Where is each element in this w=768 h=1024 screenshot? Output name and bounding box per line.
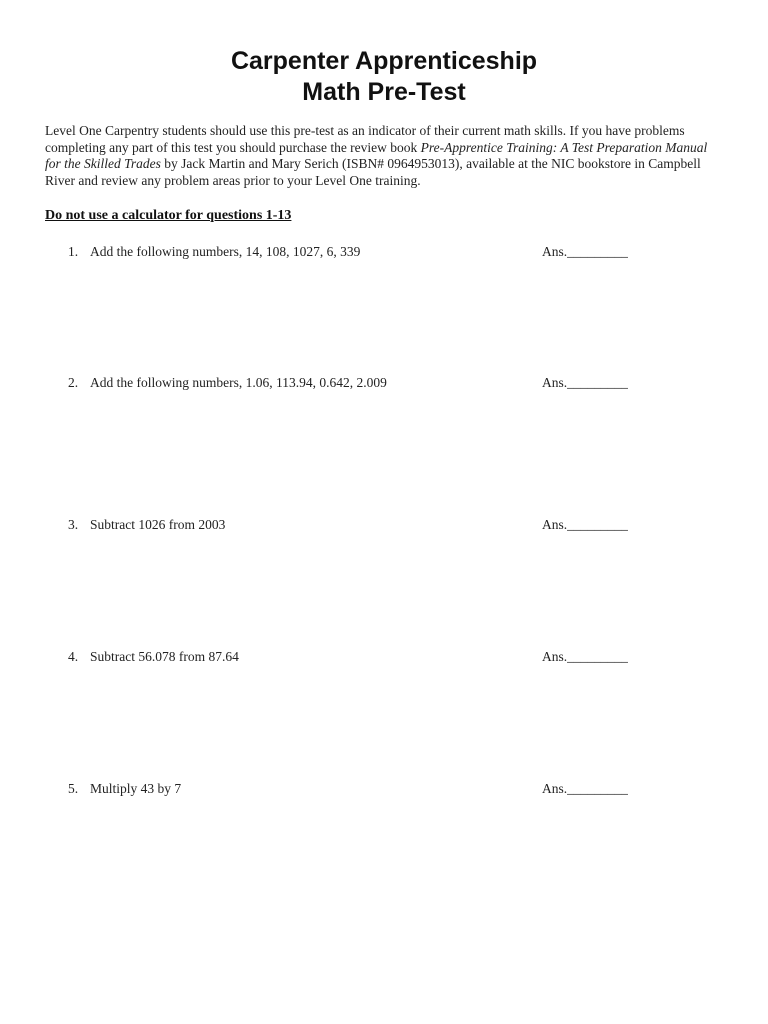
answer-blank[interactable]: Ans._________	[542, 781, 628, 796]
page-title: Carpenter Apprenticeship	[230, 47, 538, 75]
question-number: 3.	[68, 517, 79, 532]
calculator-instruction: Do not use a calculator for questions 1-13	[45, 208, 292, 223]
answer-blank[interactable]: Ans._________	[542, 244, 628, 259]
intro-text-end: by Jack Martin and Mary Serich (ISBN# 0964953013), available at the NIC bookstore in Campbell River and review any problem areas prior to your Level One training.	[45, 156, 701, 188]
question-text: Subtract 1026 from 2003	[90, 517, 226, 532]
question-number: 5.	[68, 781, 79, 796]
answer-blank[interactable]: Ans._________	[542, 375, 628, 390]
question-number: 1.	[68, 244, 79, 259]
answer-blank[interactable]: Ans._________	[542, 517, 628, 532]
question-text: Subtract 56.078 from 87.64	[90, 649, 239, 664]
page-subtitle: Math Pre-Test	[302, 78, 466, 106]
question-number: 4.	[68, 649, 79, 664]
question-text: Add the following numbers, 14, 108, 1027, 6, 339	[90, 244, 361, 259]
intro-paragraph	[45, 123, 725, 189]
question-text: Multiply 43 by 7	[90, 781, 182, 796]
question-number: 2.	[68, 375, 79, 390]
intro-text-start: Level One Carpentry students should use this pre-test as an indicator of their current math skills. If you have problems completing any part of this test you should purchase the review book	[45, 123, 685, 155]
book-title: Pre-Apprentice Training: A Test Preparation Manual for the Skilled Trades	[45, 139, 708, 171]
question-text: Add the following numbers, 1.06, 113.94, 0.642, 2.009	[90, 375, 387, 390]
answer-blank[interactable]: Ans._________	[542, 649, 628, 664]
